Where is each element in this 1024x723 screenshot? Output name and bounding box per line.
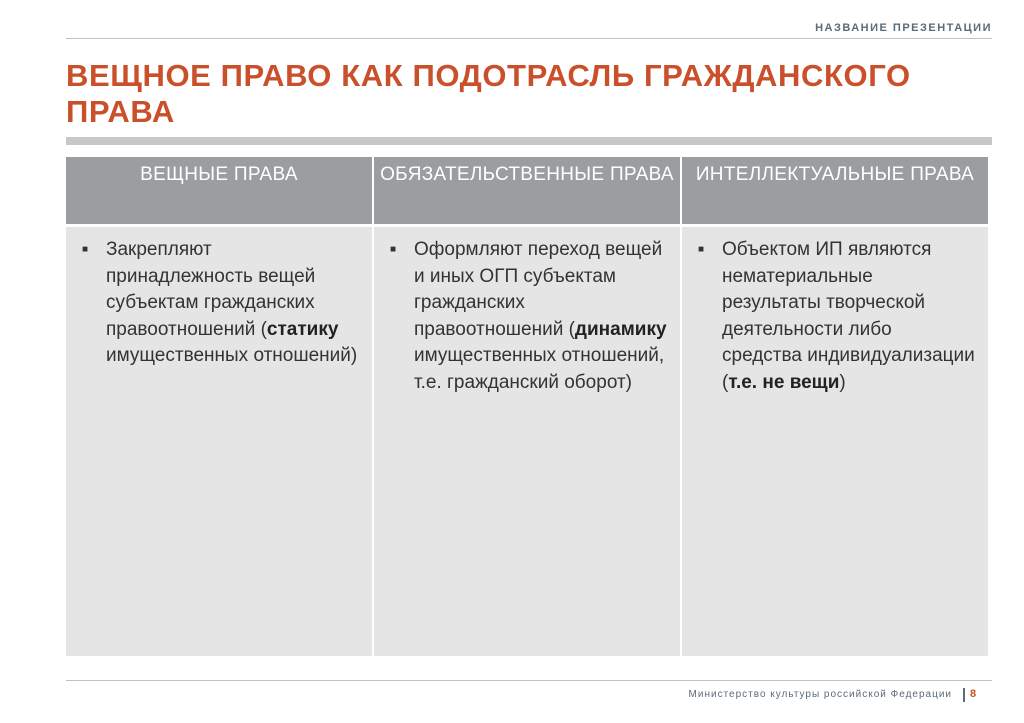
list-item <box>386 237 668 396</box>
column-header-real-rights: ВЕЩНЫЕ ПРАВА <box>66 157 372 224</box>
list-item <box>694 237 976 396</box>
footer-ministry: Министерство культуры российской Федерации <box>688 689 952 700</box>
page-number: 8 <box>970 688 977 700</box>
presentation-name: НАЗВАНИЕ ПРЕЗЕНТАЦИИ <box>815 22 992 34</box>
cell-obligation-rights <box>374 227 680 656</box>
column-header-intellectual-rights: ИНТЕЛЛЕКТУАЛЬНЫЕ ПРАВА <box>682 157 988 224</box>
square-bullet-icon: ■ <box>698 244 705 255</box>
slide-title: ВЕЩНОЕ ПРАВО КАК ПОДОТРАСЛЬ ГРАЖДАНСКОГО ПРАВА <box>66 58 911 129</box>
footer-separator <box>963 688 965 702</box>
comparison-table <box>66 157 988 656</box>
cell-text: Закрепляют принадлежность вещей субъектам гражданских правоотношений (статику имущественных отношений) <box>106 239 358 366</box>
footer-divider <box>66 680 992 681</box>
list-item <box>78 237 360 370</box>
column-header-obligation-rights: ОБЯЗАТЕЛЬСТВЕННЫЕ ПРАВА <box>374 157 680 224</box>
square-bullet-icon: ■ <box>82 244 89 255</box>
top-divider <box>66 38 992 39</box>
title-divider <box>66 137 992 145</box>
cell-real-rights <box>66 227 372 656</box>
square-bullet-icon: ■ <box>390 244 397 255</box>
cell-intellectual-rights <box>682 227 988 656</box>
cell-text: Объектом ИП являются нематериальные результаты творческой деятельности либо средства индивидуализации (т.е. не вещи) <box>722 239 975 393</box>
cell-text: Оформляют переход вещей и иных ОГП субъектам гражданских правоотношений (динамику имущественных отношений, т.е. гражданский оборот) <box>414 239 667 393</box>
